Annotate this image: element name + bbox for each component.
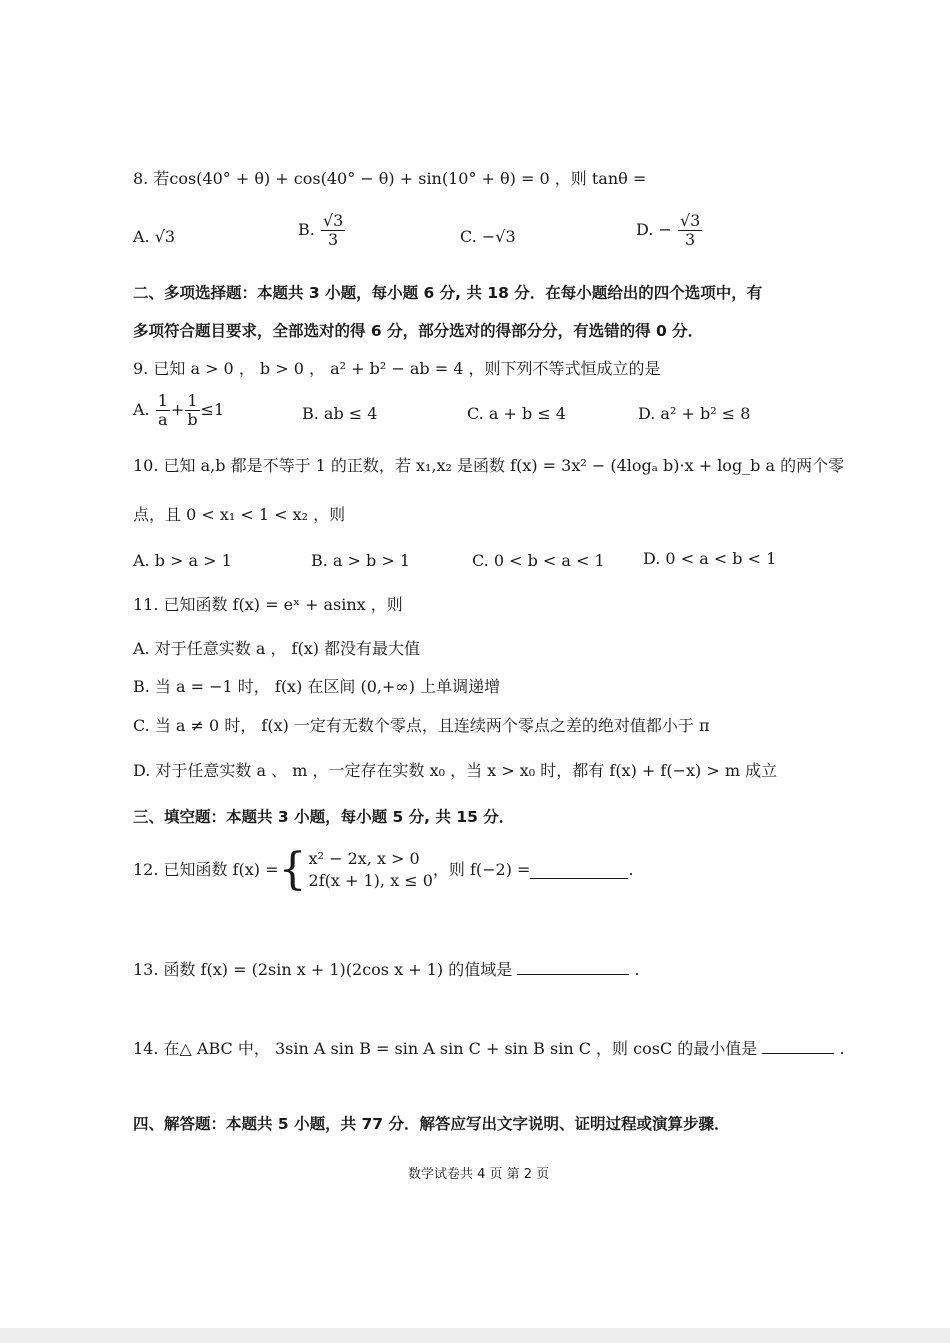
q9-option-a bbox=[133, 392, 224, 429]
q11-option-c: C. 当 a ≠ 0 时， f(x) 一定有无数个零点，且连续两个零点之差的绝对值都小于 π bbox=[133, 716, 710, 735]
q8-option-b bbox=[298, 212, 346, 249]
q9-option-a-fraction-1 bbox=[156, 392, 170, 429]
q8-option-c: C. −√3 bbox=[460, 227, 516, 246]
q8-option-b-fraction bbox=[321, 212, 345, 249]
page-footer: 数学试卷共 4 页 第 2 页 bbox=[408, 1167, 550, 1182]
q14-stem-wrap bbox=[133, 1037, 845, 1060]
q9-option-c: C. a + b ≤ 4 bbox=[467, 404, 566, 423]
brace-icon: { bbox=[278, 844, 307, 895]
q9-option-a-numerator-2: 1 bbox=[187, 391, 198, 410]
q9-option-b: B. ab ≤ 4 bbox=[302, 404, 378, 423]
section3-title: 三、填空题：本题共 3 小题，每小题 5 分, 共 15 分． bbox=[133, 808, 515, 826]
q10-stem-line2: 点，且 0 < x₁ < 1 < x₂ ，则 bbox=[133, 505, 346, 524]
q10-stem-line1: 10. 已知 a,b 都是不等于 1 的正数，若 x₁,x₂ 是函数 f(x) = 3x² − (4logₐ b)·x + log_b a 的两个零 bbox=[133, 456, 845, 475]
q8-option-d-fraction bbox=[678, 212, 702, 249]
q11-stem: 11. 已知函数 f(x) = eˣ + asinx ，则 bbox=[133, 595, 403, 614]
q8-option-d-denominator: 3 bbox=[685, 230, 696, 249]
q13-stem: 13. 函数 f(x) = (2sin x + 1)(2cos x + 1) 的值域是 bbox=[133, 960, 513, 979]
q13-end: . bbox=[634, 960, 640, 979]
q12-case-2: 2f(x + 1), x ≤ 0 bbox=[308, 871, 433, 890]
q11-option-a: A. 对于任意实数 a ， f(x) 都没有最大值 bbox=[133, 639, 421, 658]
q8-option-a: A. √3 bbox=[133, 227, 176, 246]
q8-stem: 8. 若cos(40° + θ) + cos(40° − θ) + sin(10° + θ) = 0 ，则 tanθ = bbox=[133, 169, 647, 188]
q10-option-c: C. 0 < b < a < 1 bbox=[472, 551, 605, 570]
q9-option-a-plus: + bbox=[170, 400, 185, 419]
section4-title: 四、解答题：本题共 5 小题，共 77 分．解答应写出文字说明、证明过程或演算步骤． bbox=[133, 1115, 730, 1133]
q13-answer-blank[interactable] bbox=[517, 958, 629, 975]
q14-answer-blank[interactable] bbox=[762, 1037, 834, 1054]
q12-end: . bbox=[628, 860, 634, 879]
q11-option-d: D. 对于任意实数 a 、 m ，一定存在实数 x₀ ，当 x > x₀ 时，都有 f(x) + f(−x) > m 成立 bbox=[133, 761, 778, 780]
q8-option-b-numerator: √3 bbox=[322, 211, 344, 230]
scan-bottom-edge bbox=[0, 1328, 950, 1343]
section2-line1: 二、多项选择题：本题共 3 小题，每小题 6 分, 共 18 分．在每小题给出的四个选项中，有 bbox=[133, 284, 763, 302]
q14-stem: 14. 在△ ABC 中， 3sin A sin B = sin A sin C + sin B sin C ，则 cosC 的最小值是 bbox=[133, 1039, 758, 1058]
q12-piecewise bbox=[278, 844, 433, 895]
q8-option-d-numerator: √3 bbox=[679, 211, 701, 230]
q14-end: . bbox=[839, 1039, 845, 1058]
q9-option-d: D. a² + b² ≤ 8 bbox=[638, 404, 751, 423]
q8-option-b-denominator: 3 bbox=[328, 230, 339, 249]
q8-option-d-label: D. − bbox=[636, 220, 672, 239]
q9-option-a-label: A. bbox=[133, 400, 150, 419]
q9-option-a-suffix: ≤1 bbox=[200, 400, 225, 419]
q12-answer-blank[interactable] bbox=[530, 862, 628, 879]
q8-option-d bbox=[636, 212, 703, 249]
q10-option-d: D. 0 < a < b < 1 bbox=[643, 549, 777, 568]
q11-option-b: B. 当 a = −1 时， f(x) 在区间 (0,+∞) 上单调递增 bbox=[133, 677, 501, 696]
q10-option-b: B. a > b > 1 bbox=[311, 551, 411, 570]
q9-option-a-fraction-2 bbox=[185, 392, 199, 429]
q12-cases bbox=[309, 848, 433, 892]
q8-option-b-label: B. bbox=[298, 220, 315, 239]
q12-prefix: 12. 已知函数 f(x) = bbox=[133, 860, 279, 879]
q12-stem bbox=[133, 844, 634, 895]
section2-line2: 多项符合题目要求，全部选对的得 6 分，部分选对的得部分分，有选错的得 0 分． bbox=[133, 322, 704, 340]
q9-stem: 9. 已知 a > 0 ， b > 0 ， a² + b² − ab = 4 ，则下列不等式恒成立的是 bbox=[133, 359, 661, 378]
q9-option-a-denominator-2: b bbox=[187, 410, 198, 429]
q13-stem-wrap bbox=[133, 958, 640, 981]
q10-option-a: A. b > a > 1 bbox=[133, 551, 232, 570]
q9-option-a-denominator-1: a bbox=[158, 410, 168, 429]
q12-case-1: x² − 2x, x > 0 bbox=[308, 849, 420, 868]
q9-option-a-numerator-1: 1 bbox=[157, 391, 168, 410]
q12-suffix: ，则 f(−2) = bbox=[432, 860, 531, 879]
